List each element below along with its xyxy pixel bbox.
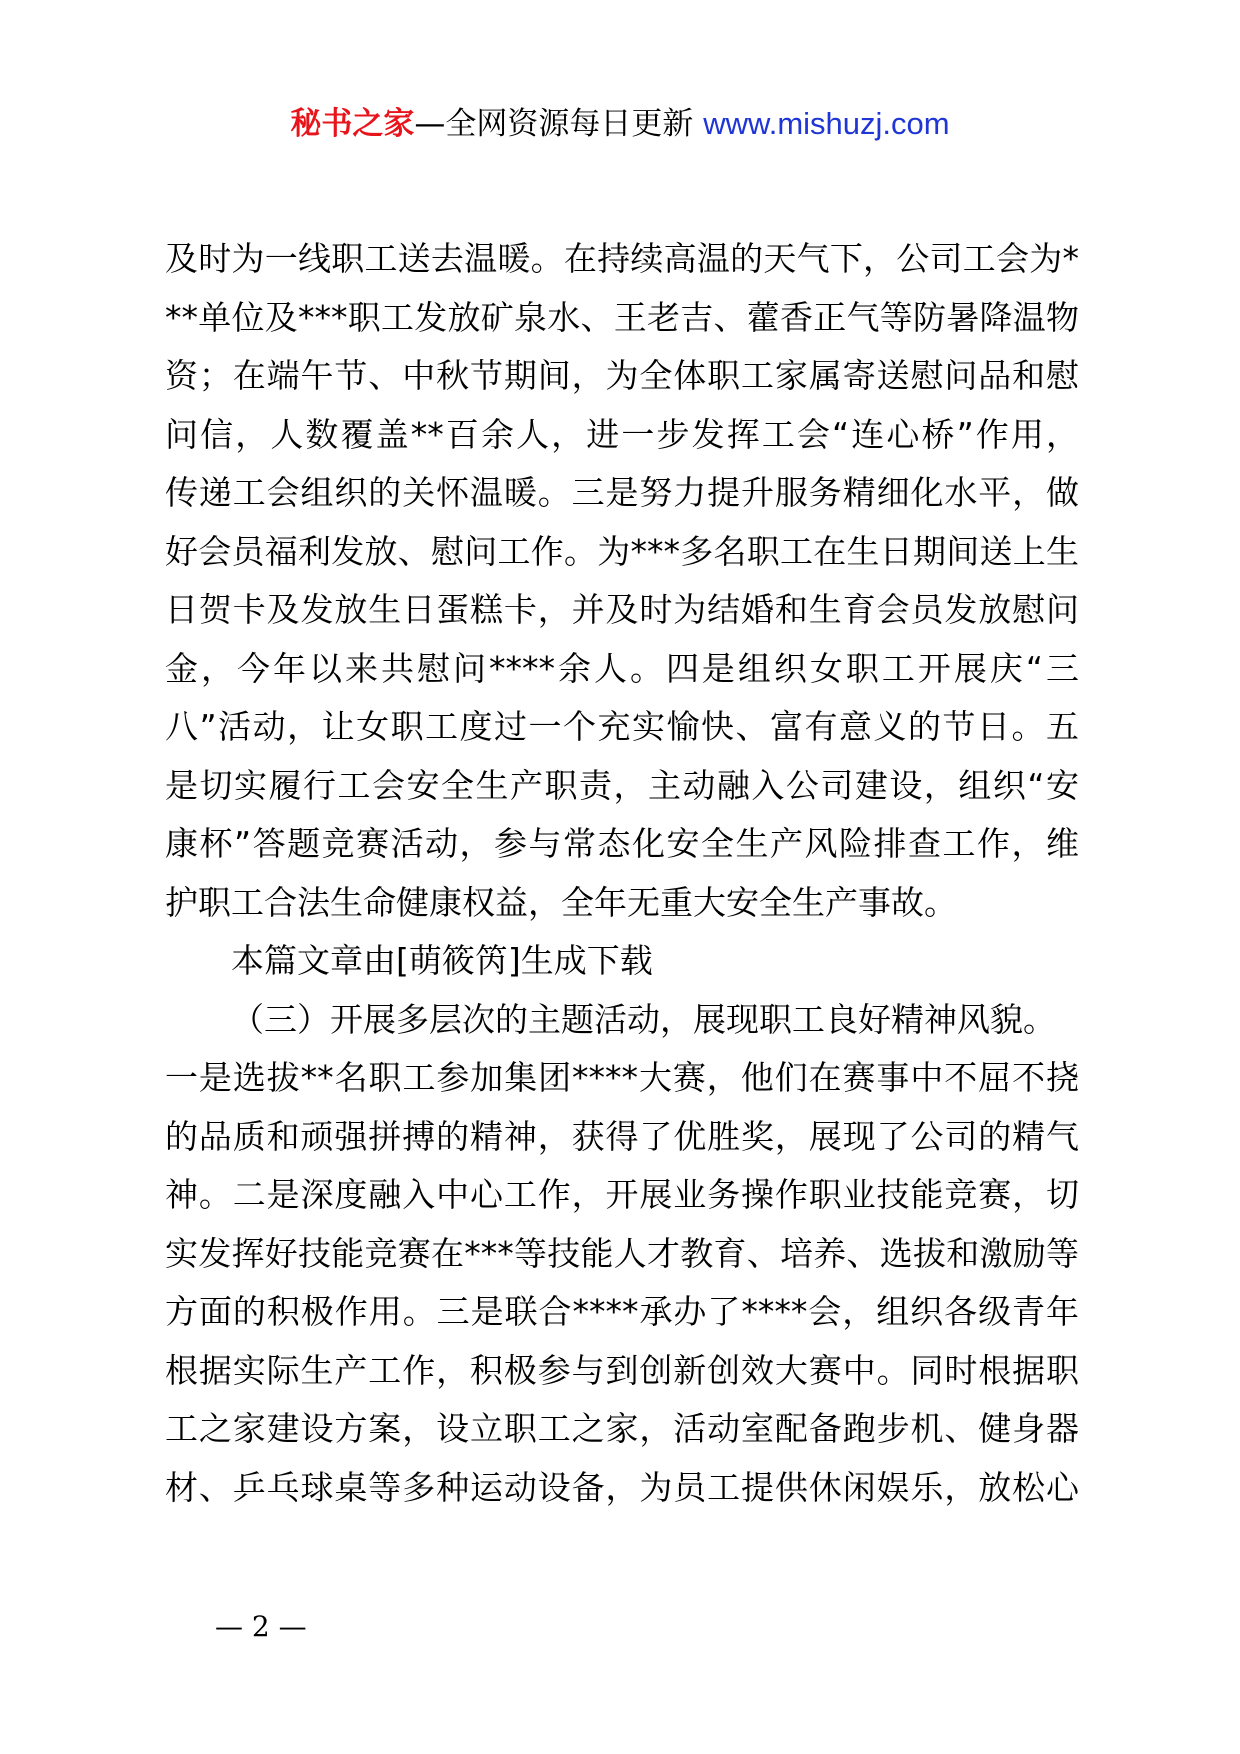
paragraph-line: 传递工会组织的关怀温暖。三是努力提升服务精细化水平，做 xyxy=(165,473,1079,512)
paragraph-line: 材、乒乓球桌等多种运动设备，为员工提供休闲娱乐，放松心 xyxy=(165,1467,1079,1507)
site-brand: 秘书之家 xyxy=(290,106,415,142)
section-heading-line: （三）开展多层次的主题活动，展现职工良好精神风貌。 xyxy=(231,999,1056,1039)
site-tagline: —全网资源每日更新 xyxy=(414,106,704,142)
paragraph-line: 及时为一线职工送去温暖。在持续高温的天气下，公司工会为* xyxy=(165,239,1079,278)
paragraph-line: 资；在端午节、中秋节期间，为全体职工家属寄送慰问品和慰 xyxy=(165,356,1079,395)
paragraph-line: 好会员福利发放、慰问工作。为***多名职工在生日期间送上生 xyxy=(165,531,1079,571)
document-body xyxy=(165,230,1079,1517)
paragraph-line: 神。二是深度融入中心工作，开展业务操作职业技能竞赛，切 xyxy=(165,1175,1079,1214)
download-notice: 本篇文章由[萌筱笍]生成下载 xyxy=(231,941,653,980)
paragraph-line: 八”活动，让女职工度过一个充实愉快、富有意义的节日。五 xyxy=(165,707,1079,746)
site-header xyxy=(0,104,1240,144)
paragraph-line: 护职工合法生命健康权益，全年无重大安全生产事故。 xyxy=(165,882,957,922)
paragraph-line: 是切实履行工会安全生产职责，主动融入公司建设，组织“安 xyxy=(165,765,1079,805)
paragraph-line: 问信，人数覆盖**百余人，进一步发挥工会“连心桥”作用， xyxy=(165,414,1079,454)
paragraph-line: 一是选拔**名职工参加集团****大赛，他们在赛事中不屈不挠 xyxy=(165,1058,1079,1097)
paragraph-line: **单位及***职工发放矿泉水、王老吉、藿香正气等防暑降温物 xyxy=(165,297,1079,337)
paragraph-line: 工之家建设方案，设立职工之家，活动室配备跑步机、健身器 xyxy=(165,1409,1079,1448)
paragraph-line: 金，今年以来共慰问****余人。四是组织女职工开展庆“三 xyxy=(165,648,1079,688)
paragraph-line: 的品质和顽强拼搏的精神，获得了优胜奖，展现了公司的精气 xyxy=(165,1116,1079,1156)
site-url-link[interactable]: www.mishuzj.com xyxy=(703,106,950,141)
paragraph-line: 康杯”答题竞赛活动，参与常态化安全生产风险排查工作，维 xyxy=(165,824,1079,863)
paragraph-line: 根据实际生产工作，积极参与到创新创效大赛中。同时根据职 xyxy=(165,1350,1079,1390)
page-number: — 2 — xyxy=(215,1610,307,1643)
paragraph-line: 方面的积极作用。三是联合****承办了****会，组织各级青年 xyxy=(165,1292,1079,1331)
paragraph-line: 日贺卡及发放生日蛋糕卡，并及时为结婚和生育会员发放慰问 xyxy=(165,590,1079,629)
paragraph-line: 实发挥好技能竞赛在***等技能人才教育、培养、选拔和激励等 xyxy=(165,1233,1079,1273)
